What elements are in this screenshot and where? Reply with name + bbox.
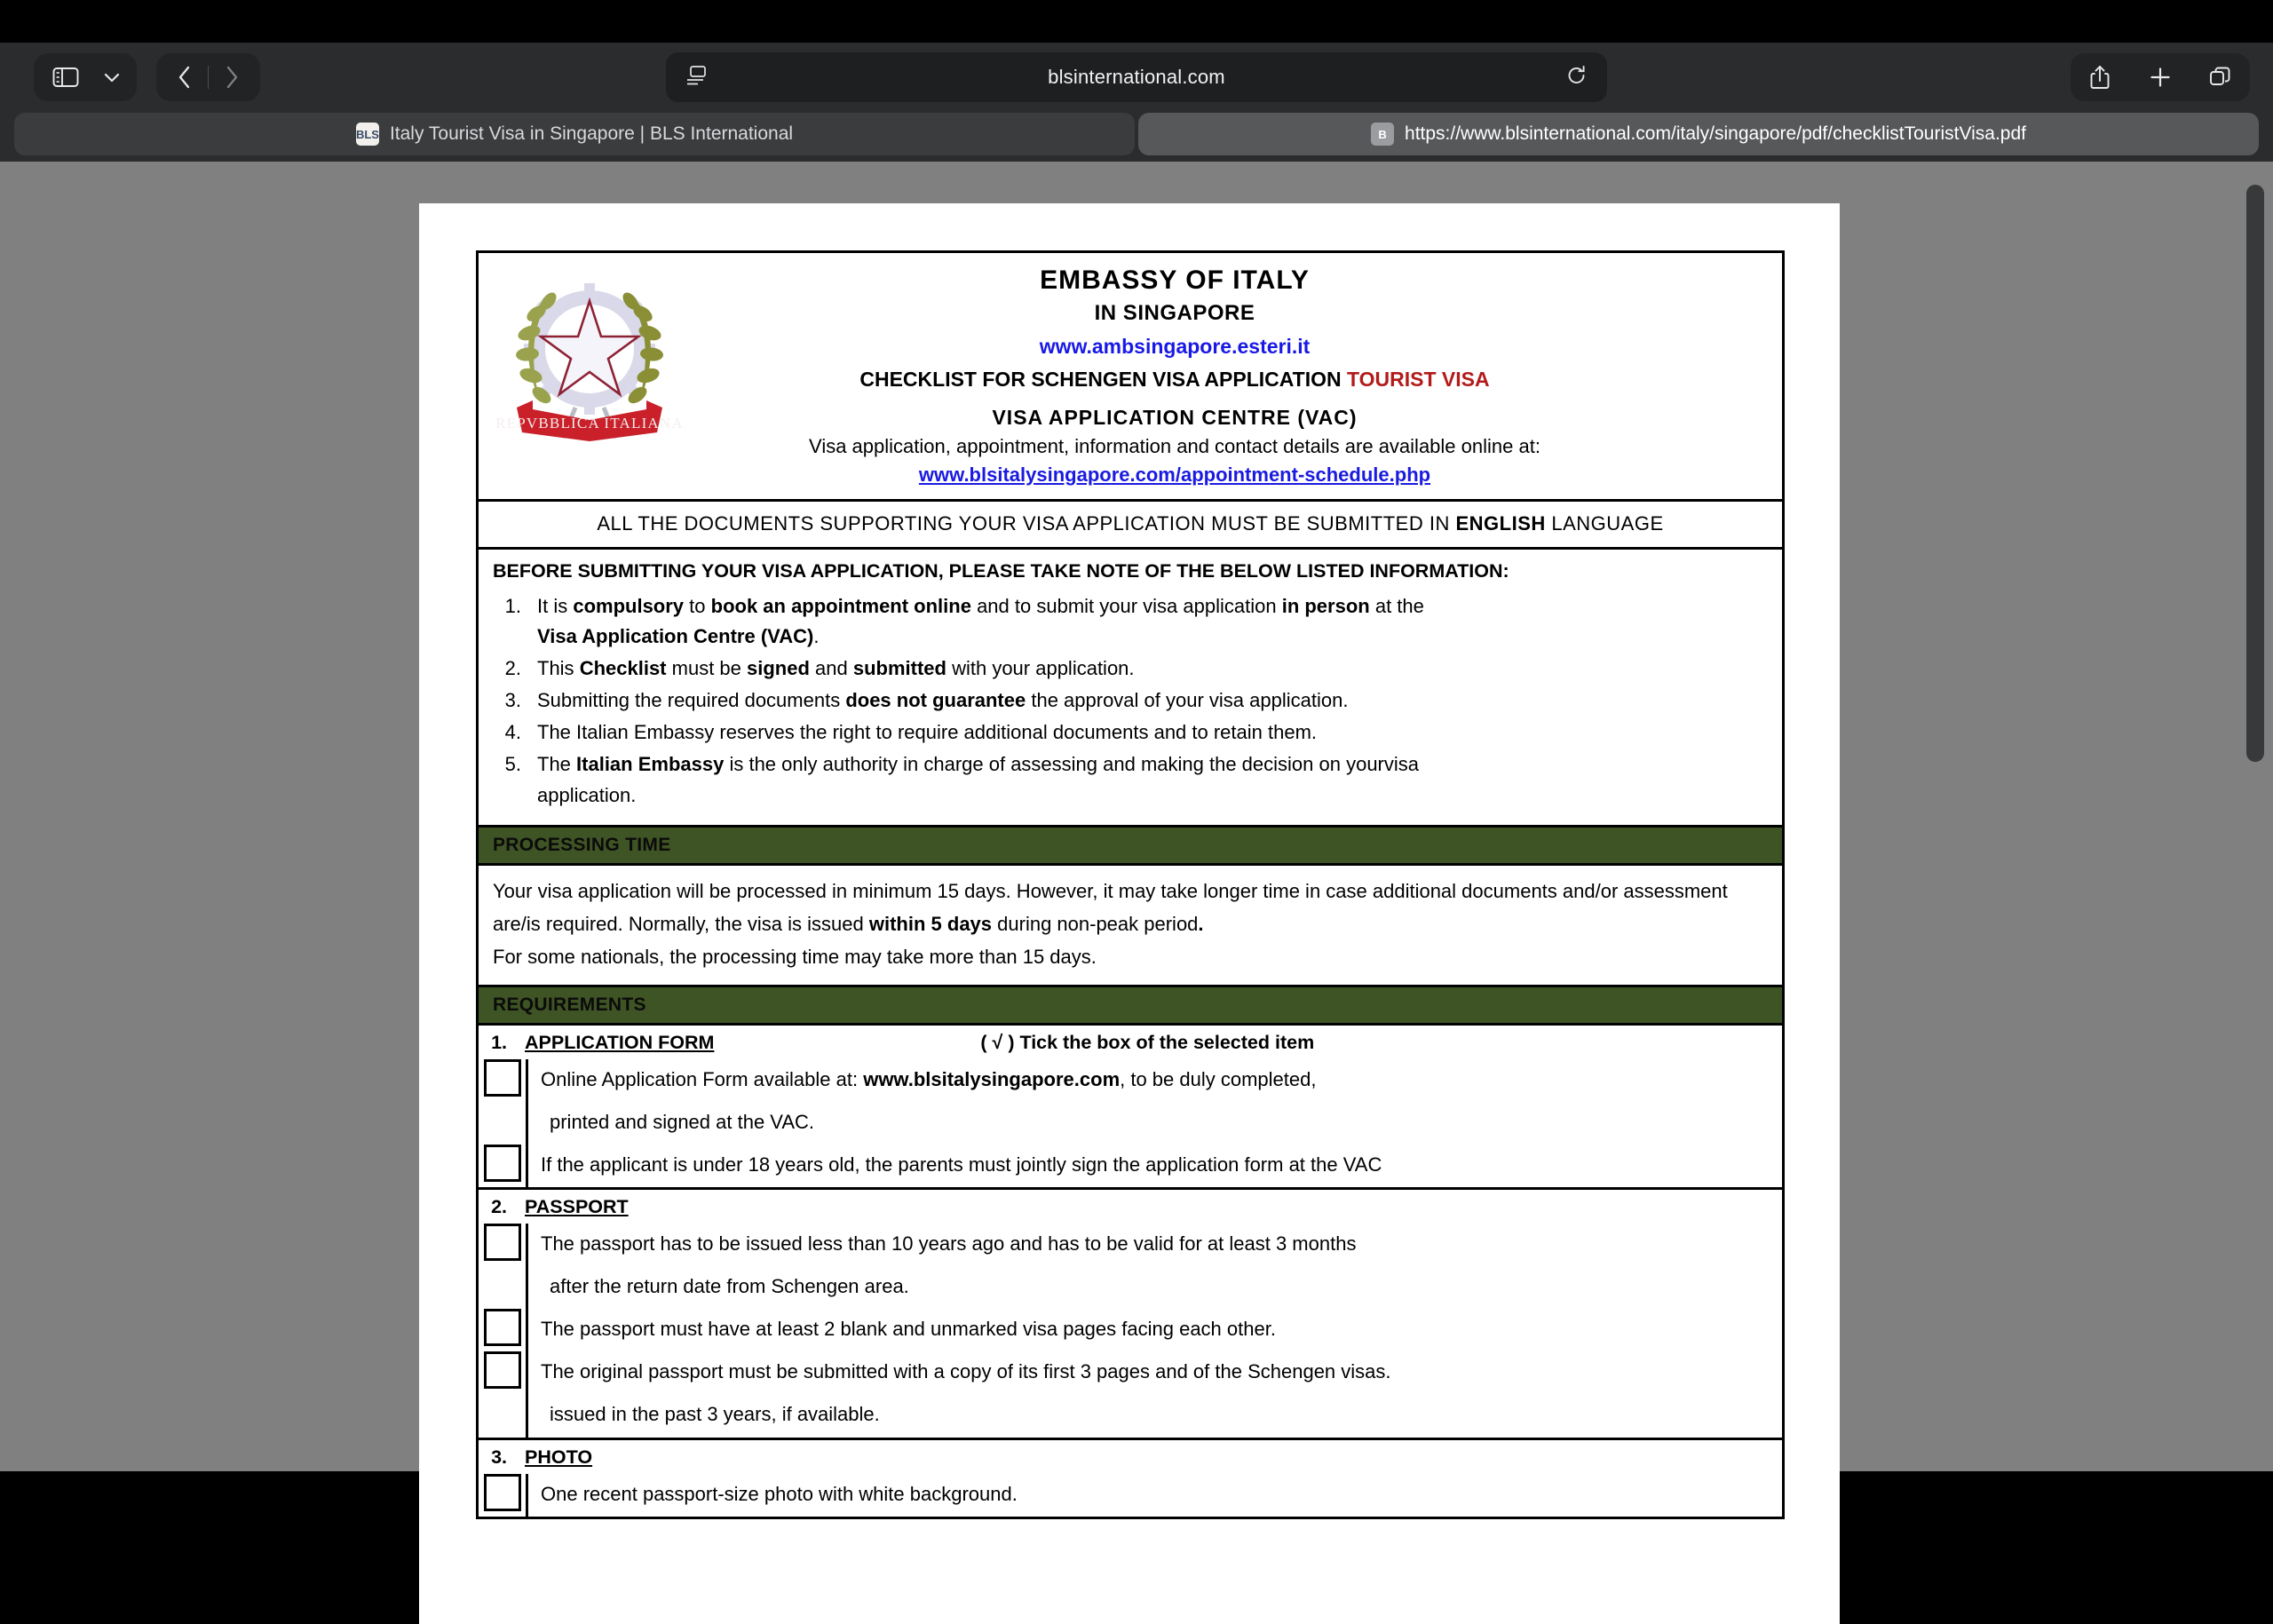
requirement-text: One recent passport-size photo with white background. (541, 1482, 1018, 1505)
availability-text: Visa application, appointment, information and contact details are available online at: (809, 435, 1540, 457)
processing-time-body: Your visa application will be processed in minimum 15 days. However, it may take longer time in case additional documents and/or assessment are/is required. Normally, the visa is issued within 5 days during non-peak period. For some nationals, the processing time may take more than 15 days. (479, 866, 1782, 987)
requirement-text: The original passport must be submitted with a copy of its first 3 pages and of the Schengen visas. (541, 1360, 1391, 1383)
link-body: ww.blsitalysingapore.com/appointment-schedule.php (934, 463, 1431, 486)
document-header (479, 253, 1782, 502)
sidebar-toggle-group[interactable] (34, 53, 137, 101)
tab-title: Italy Tourist Visa in Singapore | BLS International (389, 123, 794, 144)
requirement-group (479, 1026, 1782, 1190)
requirement-line (479, 1309, 1782, 1351)
checkbox-placeholder (484, 1394, 521, 1431)
requirement-line (479, 1059, 1782, 1102)
item-text: The Italian Embassy is the only authority in charge of assessing and making the decision on yourvisa application. (537, 753, 1420, 806)
item-number: 3. (504, 689, 521, 712)
checkbox[interactable] (484, 1474, 521, 1511)
appointment-schedule-link[interactable] (701, 463, 1649, 487)
embassy-website-link[interactable]: www.ambsingapore.esteri.it (1039, 335, 1311, 358)
vac-title: VISA APPLICATION CENTRE (VAC) (992, 406, 1358, 429)
plus-icon[interactable] (2140, 53, 2181, 101)
checklist-label: CHECKLIST FOR SCHENGEN VISA APPLICATION (859, 368, 1347, 391)
requirement-line (479, 1351, 1782, 1394)
before-submitting-item (493, 685, 1782, 716)
forward-arrow-icon[interactable] (209, 53, 255, 101)
requirement-spacer-cell (479, 1266, 528, 1309)
requirement-lines (479, 1059, 1782, 1187)
requirement-checkbox-cell[interactable] (479, 1224, 528, 1266)
tab-overview-icon[interactable] (2200, 53, 2241, 101)
requirement-text: issued in the past 3 years, if available. (550, 1403, 880, 1426)
checkbox[interactable] (484, 1309, 521, 1346)
requirement-checkbox-cell[interactable] (479, 1059, 528, 1102)
item-number: 2. (504, 657, 521, 680)
checklist-title (701, 368, 1649, 392)
requirement-spacer-cell (479, 1394, 528, 1437)
address-text[interactable]: blsinternational.com (1048, 66, 1225, 88)
tab-item-0[interactable] (14, 113, 1135, 155)
language-notice-part2: LANGUAGE (1545, 512, 1664, 535)
tab-bar (0, 112, 2273, 162)
requirement-text: after the return date from Schengen area. (550, 1275, 909, 1298)
before-submitting-item (493, 749, 1782, 810)
requirement-group (479, 1440, 1782, 1517)
requirement-number: 1. (491, 1031, 507, 1053)
reload-icon[interactable] (1566, 64, 1588, 91)
item-number: 1. (504, 595, 521, 617)
visa-type-label: TOURIST VISA (1347, 368, 1490, 391)
requirement-header (479, 1190, 1782, 1224)
requirement-text: The passport must have at least 2 blank and unmarked visa pages facing each other. (541, 1318, 1276, 1341)
requirement-text: If the applicant is under 18 years old, the parents must jointly sign the application form at the VAC (541, 1153, 1382, 1176)
chevron-down-icon[interactable] (94, 53, 130, 101)
requirement-text: The passport has to be issued less than 10 years ago and has to be valid for at least 3 months (541, 1232, 1357, 1256)
requirement-line (479, 1102, 1782, 1145)
requirement-line (479, 1394, 1782, 1437)
language-notice (479, 502, 1782, 550)
tab-item-1[interactable] (1138, 113, 2259, 155)
before-submitting-item (493, 591, 1782, 652)
requirement-checkbox-cell[interactable] (479, 1145, 528, 1187)
requirement-checkbox-cell[interactable] (479, 1351, 528, 1394)
before-submitting-item (493, 717, 1782, 748)
tab-title: https://www.blsinternational.com/italy/singapore/pdf/checklistTouristVisa.pdf (1405, 123, 2026, 144)
italian-republic-emblem-icon (479, 258, 701, 449)
checkbox[interactable] (484, 1059, 521, 1097)
requirement-group (479, 1190, 1782, 1439)
requirement-title: PASSPORT (525, 1196, 629, 1218)
requirement-spacer-cell (479, 1102, 528, 1145)
before-submitting-section (479, 550, 1782, 828)
item-number: 4. (504, 721, 521, 744)
before-submitting-title: BEFORE SUBMITTING YOUR VISA APPLICATION, PLEASE TAKE NOTE OF THE BELOW LISTED INFORMATION: (493, 560, 1509, 582)
checklist-document (476, 250, 1785, 1519)
reader-view-icon[interactable] (685, 64, 707, 91)
requirement-line (479, 1145, 1782, 1187)
favicon-bls-icon: BLS (356, 123, 379, 146)
item-text: Submitting the required documents does not guarantee the approval of your visa application. (537, 689, 1349, 712)
checkbox[interactable] (484, 1224, 521, 1261)
requirement-header (479, 1440, 1782, 1474)
checkbox-placeholder (484, 1266, 521, 1303)
scrollbar-thumb[interactable] (2246, 185, 2264, 762)
requirements-list (479, 1026, 1782, 1517)
embassy-title: EMBASSY OF ITALY (1040, 265, 1310, 295)
browser-toolbar (0, 43, 2273, 112)
embassy-location: IN SINGAPORE (1094, 301, 1255, 325)
requirement-line (479, 1224, 1782, 1266)
requirement-title: APPLICATION FORM (525, 1031, 715, 1053)
requirement-lines (479, 1224, 1782, 1437)
link-prefix: w (918, 463, 935, 486)
requirement-title: PHOTO (525, 1446, 593, 1468)
before-submitting-item (493, 654, 1782, 684)
svg-text:REPVBBLICA ITALIANA: REPVBBLICA ITALIANA (495, 415, 684, 432)
pdf-viewport[interactable] (0, 162, 2273, 1505)
item-number: 5. (504, 753, 521, 776)
back-arrow-icon[interactable] (162, 53, 208, 101)
language-notice-emphasis: ENGLISH (1455, 512, 1546, 535)
item-text: The Italian Embassy reserves the right to require additional documents and to retain them. (537, 721, 1318, 744)
status-bar (0, 0, 2273, 43)
favicon-pdf-icon: B (1371, 123, 1394, 146)
requirement-number: 3. (491, 1446, 507, 1468)
share-icon[interactable] (2079, 53, 2120, 101)
requirements-heading: REQUIREMENTS (479, 987, 1782, 1026)
requirement-text: printed and signed at the VAC. (550, 1110, 815, 1133)
toolbar-right-group (2071, 53, 2250, 101)
processing-time-heading: PROCESSING TIME (479, 828, 1782, 866)
checkbox[interactable] (484, 1351, 521, 1389)
item-text: It is compulsory to book an appointment online and to submit your visa application in person at the Visa Application Centre (VAC). (537, 595, 1424, 648)
requirement-line (479, 1474, 1782, 1517)
requirement-line (479, 1266, 1782, 1309)
checkbox-placeholder (484, 1102, 521, 1139)
sidebar-icon[interactable] (43, 53, 89, 101)
requirement-number: 2. (491, 1196, 507, 1218)
requirement-text: Online Application Form available at: www.blsitalysingapore.com, to be duly completed, (541, 1067, 1317, 1090)
address-bar[interactable] (666, 52, 1607, 102)
pdf-page (419, 203, 1840, 1624)
requirement-header (479, 1026, 1782, 1059)
checkbox[interactable] (484, 1145, 521, 1182)
language-notice-part1: ALL THE DOCUMENTS SUPPORTING YOUR VISA APPLICATION MUST BE SUBMITTED IN (597, 512, 1456, 535)
before-submitting-list (493, 591, 1782, 811)
header-text-block (701, 258, 1782, 487)
navigation-group (156, 53, 260, 101)
requirement-checkbox-cell[interactable] (479, 1474, 528, 1517)
requirement-lines (479, 1474, 1782, 1517)
requirement-checkbox-cell[interactable] (479, 1309, 528, 1351)
item-text: This Checklist must be signed and submitted with your application. (537, 657, 1135, 680)
tick-note: ( √ ) Tick the box of the selected item (980, 1031, 1315, 1053)
